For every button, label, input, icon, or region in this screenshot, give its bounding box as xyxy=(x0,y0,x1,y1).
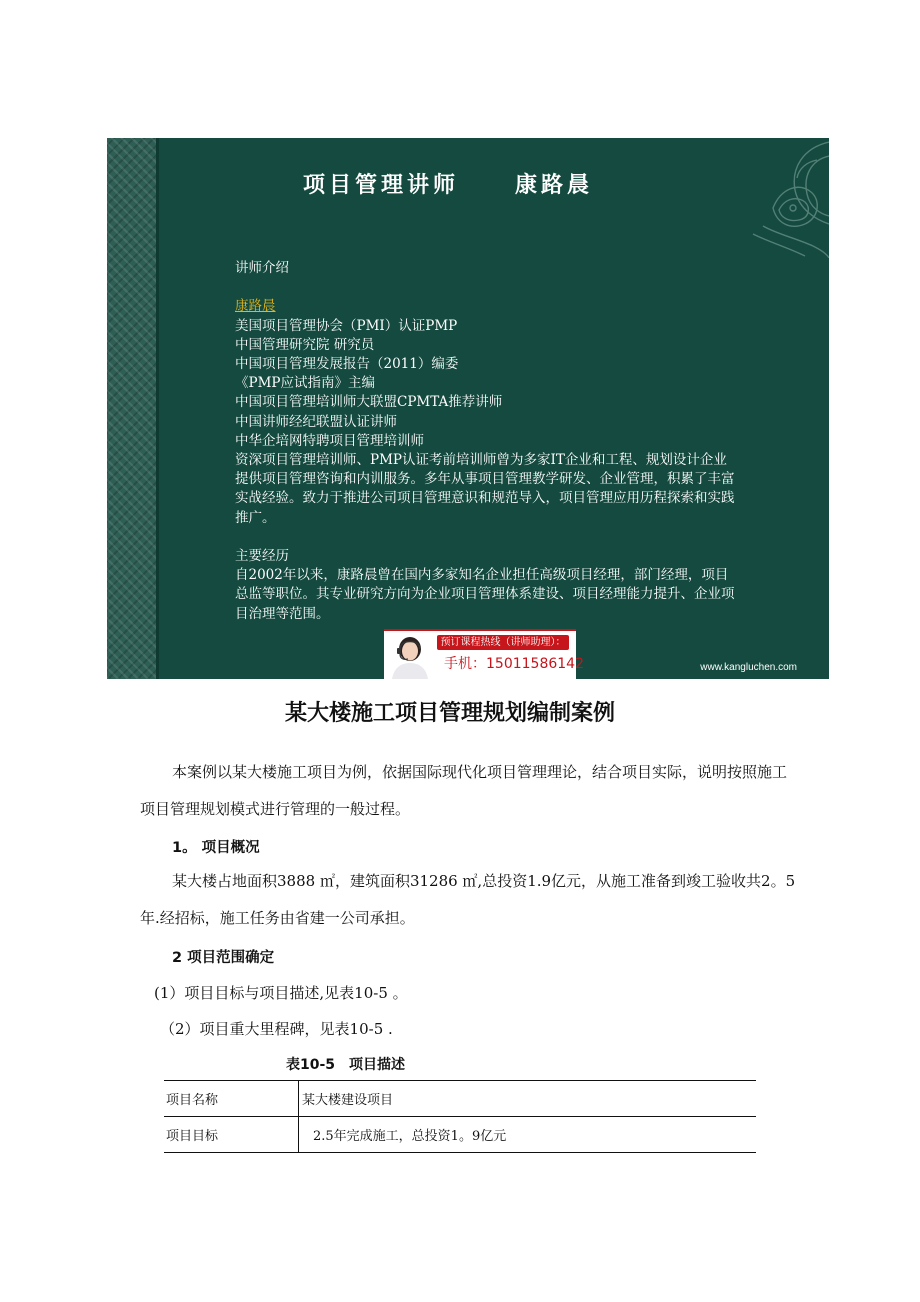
experience-text: 自2002年以来，康路晨曾在国内多家知名企业担任高级项目经理，部门经理，项目总监等职位。其专业研究方向为企业项目管理体系建设、项目经理能力提升、企业项目治理等范围。 xyxy=(235,567,735,622)
intro-paragraph: 本案例以某大楼施工项目为例，依据国际现代化项目管理理论，结合项目实际，说明按照施工项目管理规划模式进行管理的一般过程。 xyxy=(140,763,788,818)
credential-line: 美国项目管理协会（PMI）认证PMP xyxy=(235,317,458,334)
table-cell-label: 项目目标 xyxy=(164,1117,299,1153)
banner-title-role: 项目管理讲师 xyxy=(303,172,460,198)
credential-line: 《PMP应试指南》主编 xyxy=(235,375,375,392)
project-description-table xyxy=(164,1080,756,1153)
hotline-phone[interactable]: 手机：15011586142 xyxy=(444,656,584,672)
credential-line: 中国项目管理培训师大联盟CPMTA推荐讲师 xyxy=(235,394,503,411)
table-cell-label: 项目名称 xyxy=(164,1081,299,1117)
instructor-bio: 资深项目管理培训师、PMP认证考前培训师曾为多家IT企业和工程、规划设计企业提供项目管理咨询和内训服务。多年从事项目管理教学研发、企业管理，积累了丰富实战经验。致力于推进公司项目管理意识和规范导入，项目管理应用历程探索和实践推广。 xyxy=(235,452,735,526)
credential-line: 中国项目管理发展报告（2011）编委 xyxy=(235,356,459,372)
instructor-profile xyxy=(235,259,735,624)
credential-line: 中华企培网特聘项目管理培训师 xyxy=(235,432,424,449)
credential-line: 中国讲师经纪联盟认证讲师 xyxy=(235,413,397,430)
table-cell-value: 某大楼建设项目 xyxy=(302,1093,394,1108)
table-row xyxy=(164,1117,756,1153)
section-heading: 2 项目范围确定 xyxy=(172,950,275,966)
banner-title xyxy=(303,168,593,199)
instructor-banner xyxy=(107,138,829,679)
list-item: (1）项目目标与项目描述,见表10-5 。 xyxy=(154,984,408,1002)
intro-heading: 讲师介绍 xyxy=(235,260,289,276)
phoenix-ornament-icon xyxy=(733,138,829,258)
instructor-name-link[interactable]: 康路晨 xyxy=(235,298,276,315)
customer-service-agent-icon xyxy=(388,633,432,679)
table-row xyxy=(164,1081,756,1117)
table-cell-value: 2.5年完成施工，总投资1。9亿元 xyxy=(313,1129,507,1144)
website-url[interactable]: www.kangluchen.com xyxy=(700,662,797,673)
section-heading: 1。 项目概况 xyxy=(172,840,260,856)
banner-title-name: 康路晨 xyxy=(515,172,594,198)
table-caption: 表10-5 项目描述 xyxy=(286,1057,406,1073)
project-overview-paragraph: 某大楼占地面积3888 ㎡，建筑面积31286 ㎡,总投资1.9亿元，从施工准备到竣工验收共2。5年.经招标，施工任务由省建一公司承担。 xyxy=(140,872,796,927)
decorative-border xyxy=(107,138,159,679)
experience-heading: 主要经历 xyxy=(235,548,289,565)
credential-line: 中国管理研究院 研究员 xyxy=(235,336,375,353)
document-title: 某大楼施工项目管理规划编制案例 xyxy=(284,701,615,726)
list-item: （2）项目重大里程碑，见表10-5 . xyxy=(160,1020,393,1038)
contact-card xyxy=(384,629,584,679)
hotline-label: 预订课程热线（讲师助理）： xyxy=(437,635,569,650)
